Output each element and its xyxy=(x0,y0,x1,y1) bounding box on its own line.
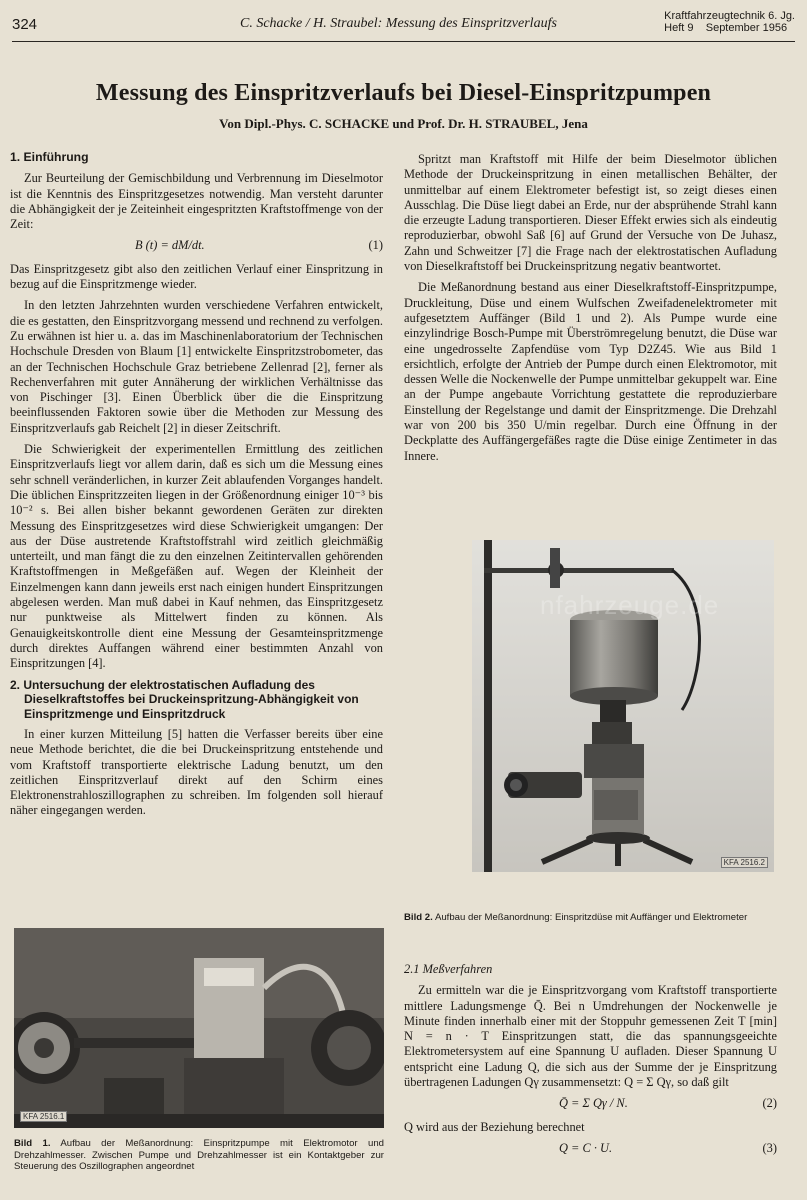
paragraph: In den letzten Jahrzehnten wurden verschiedene Verfahren entwickelt, die es gestatten, den Einspritzvorgang messend und rechnend zu verfolgen. Zu erwähnen ist hier u. a. das im Maschinenlaboratorium der Technischen Hochschule Dresden von Blaum [1] entwickelte Einspritzstrobometer, das an der Technischen Hochschule Graz betriebene Zellenrad [2], ferner als Rechenverfahren mit guter Annäherung der wirklichen Verhältnisse das von Pischinger [3]. Einen Überblick über die die Einspritzung beeinflussenden Faktoren sowie über die Methoden zur Messung des Einspritzverlaufs gab Reichelt [2] in dieser Zeitschrift. xyxy=(10,298,383,435)
figure-1-caption-text: Aufbau der Meßanordnung: Einspritzpumpe mit Elektromotor und Drehzahlmesser. Zwischen Pumpe und Drehzahlmesser ist ein Kontaktgeber zur Steuerung des Oszillographen angeordnet xyxy=(14,1138,384,1172)
journal-date: September 1956 xyxy=(705,22,788,34)
journal-name: Kraftfahrzeugtechnik 6. Jg. xyxy=(664,10,795,22)
journal-issue xyxy=(664,22,795,34)
equation-number: (1) xyxy=(368,238,383,253)
paragraph: Q wird aus der Beziehung berechnet xyxy=(404,1119,585,1134)
figure-2-label: Bild 2. xyxy=(404,912,433,923)
page-header xyxy=(12,10,795,44)
equation-body: Q = C · U. xyxy=(559,1140,613,1155)
paragraph: Die Meßanordnung bestand aus einer Dieselkraftstoff-Einspritzpumpe, Druckleitung, Düse und einem Wulfschen Zweifadenelektrometer mit aufgesetztem Auffänger (Bild 1 und 2). Als Pumpe wurde eine einzylindrige Bosch-Pumpe mit Überströmregelung benutzt, die Düse war eine ungedrosselte Zapfendüse vom Typ D2Z45. Wie aus Bild 1 ersichtlich, erfolgte der Antrieb der Pumpe durch einen Elektromotor, mit dessen Welle die Nockenwelle der Pumpe unmittelbar gekuppelt war. Eine an der Pumpe angebaute Vorrichtung gestattete die reproduzierbare Einstellung der Regelstange und damit der Einspritzmenge. Die Drehzahl war von 200 bis 350 U/min regelbar. Durch eine Öffnung in der Deckplatte des Auffängergefäßes ragte die Düse einige Zentimeter in das Innere. xyxy=(404,280,777,463)
equation-number: (2) xyxy=(762,1096,777,1111)
paragraph: Die Schwierigkeit der experimentellen Ermittlung des zeitlichen Einspritzverlaufs liegt vor allem darin, daß es sich um die Messung eines sehr schnell veränderlichen, in kurzer Zeit ablaufenden Vorganges handelt. Die üblichen Einspritzzeiten liegen in der Größenordnung einiger 10⁻³ bis 10⁻² s. Bei allen bisher bekannt gewordenen Geräten zur direkten Messung des Einspritzgesetzes wird diese Schwierigkeit umgangen: Der aus der Düse austretende Kraftstoffstrahl wird zeitlich gleichmäßig unterteilt, und man fängt die zu den einzelnen Zeitintervallen gehörenden Kraftstoffmengen in Meßgefäßen auf. Wegen der Kleinheit der Einzelmengen kann dann jeweils erst nach einigen hundert Einspritzungen abgelesen werden. Man muß dabei in Kauf nehmen, das Einspritzgesetz nur punktweise als Mittelwert finden zu können. Als Genauigkeitskontrolle dient eine Messung der Gesamteinspritzmenge durch direktes Auffangen während einer bestimmten Anzahl von Einspritzungen [4]. xyxy=(10,442,383,671)
figure-1-photo xyxy=(14,928,384,1128)
right-column-top xyxy=(404,152,777,470)
journal-info xyxy=(664,10,795,34)
paragraph: In einer kurzen Mitteilung [5] hatten die Verfasser bereits über eine neue Methode berichtet, die die bei Druckeinspritzung entstehende und vom Kraftstoff transportierte elektrische Ladung benutzt, um den zeitlichen Einspritzverlauf direkt auf den Schirm eines Elektronenstrahloszillographen zu schreiben. Im folgenden soll hierauf näher eingegangen werden. xyxy=(10,727,383,818)
equation-2 xyxy=(404,1096,777,1111)
paragraph: Zur Beurteilung der Gemischbildung und Verbrennung im Dieselmotor ist die Kenntnis des Einspritzgesetzes notwendig. Man versteht darunter die Abhängigkeit der je Zeiteinheit eingespritzten Kraftstoffmenge von der Zeit: xyxy=(10,171,383,232)
running-title: C. Schacke / H. Straubel: Messung des Einspritzverlaufs xyxy=(240,16,557,31)
figure-1-tag: KFA 2516.1 xyxy=(20,1111,67,1122)
figure-2-tag: KFA 2516.2 xyxy=(721,857,768,868)
paragraph: Das Einspritzgesetz gibt also den zeitlichen Verlauf einer Einspritzung in bezug auf die Einspritzmenge wieder. xyxy=(10,261,383,292)
equation-body: Q̄ = Σ Qγ / N. xyxy=(559,1096,628,1111)
right-column-bottom xyxy=(404,954,777,1164)
page-number: 324 xyxy=(12,16,38,33)
article-title: Messung des Einspritzverlaufs bei Diesel-Einspritzpumpen xyxy=(95,80,712,106)
article-authors: Von Dipl.-Phys. C. SCHACKE und Prof. Dr. H. STRAUBEL, Jena xyxy=(219,116,588,131)
equation-3 xyxy=(404,1141,777,1156)
equation-number: (3) xyxy=(762,1140,777,1155)
header-rule xyxy=(12,41,795,42)
figure-1-label: Bild 1. xyxy=(14,1138,51,1149)
section-heading-2: 2. Untersuchung der elektrostatischen Aufladung des Dieselkraftstoffes bei Druckeinspritzung-Abhängigkeit von Einspritzmenge und Einspritzdruck xyxy=(10,677,359,721)
equation-body: B (t) = dM/dt. xyxy=(135,238,205,253)
figure-2-caption xyxy=(404,912,776,924)
paragraph: Zu ermitteln war die je Einspritzvorgang vom Kraftstoff transportierte mittlere Ladungsmenge Q̄. Bei n Umdrehungen der Nockenwelle je Minute finden innerhalb einer mit der Stoppuhr gemessenen Zeit T [min] N = n · T Einspritzungen statt, die das spannungsgeeichte Elektrometersystem auf eine Spannung U aufladen. Dieser Spannung U entspricht eine Ladung Q, die sich aus der Summe der je Einspritzung übertragenen Ladungen Qγ zusammensetzt: Q = Σ Qγ, so daß gilt xyxy=(404,983,777,1090)
figure-1-caption xyxy=(14,1138,384,1173)
paragraph: Spritzt man Kraftstoff mit Hilfe der beim Dieselmotor üblichen Methode der Druckeinspritzung in einen metallischen Behälter, der unmittelbar auf einem Elektrometer befestigt ist, so zeigt dieses einen Ausschlag. Die Düse liegt dabei an Erde, nur der absprühende Strahl kann die erzeugte Ladung transportieren. Dieser Effekt erwies sich als eindeutig reproduzierbar, obwohl Saß [6] auf Grund der Versuche von De Juhasz, Zahn und Schweitzer [7] die Frage nach der elektrostatischen Aufladung von Dieselkraftstoff bei Druckeinspritzung negativ beantwortet. xyxy=(404,152,777,274)
section-heading-1: 1. Einführung xyxy=(10,150,89,164)
pump-illustration xyxy=(14,928,384,1128)
watermark-text: nfahrzeuge.de xyxy=(540,590,720,620)
subsection-heading: 2.1 Meßverfahren xyxy=(404,962,493,976)
journal-heft: Heft 9 xyxy=(664,22,694,34)
left-column xyxy=(10,150,383,825)
equation-1 xyxy=(10,238,383,253)
figure-2-caption-text: Aufbau der Meßanordnung: Einspritzdüse mit Auffänger und Elektrometer xyxy=(434,912,748,923)
